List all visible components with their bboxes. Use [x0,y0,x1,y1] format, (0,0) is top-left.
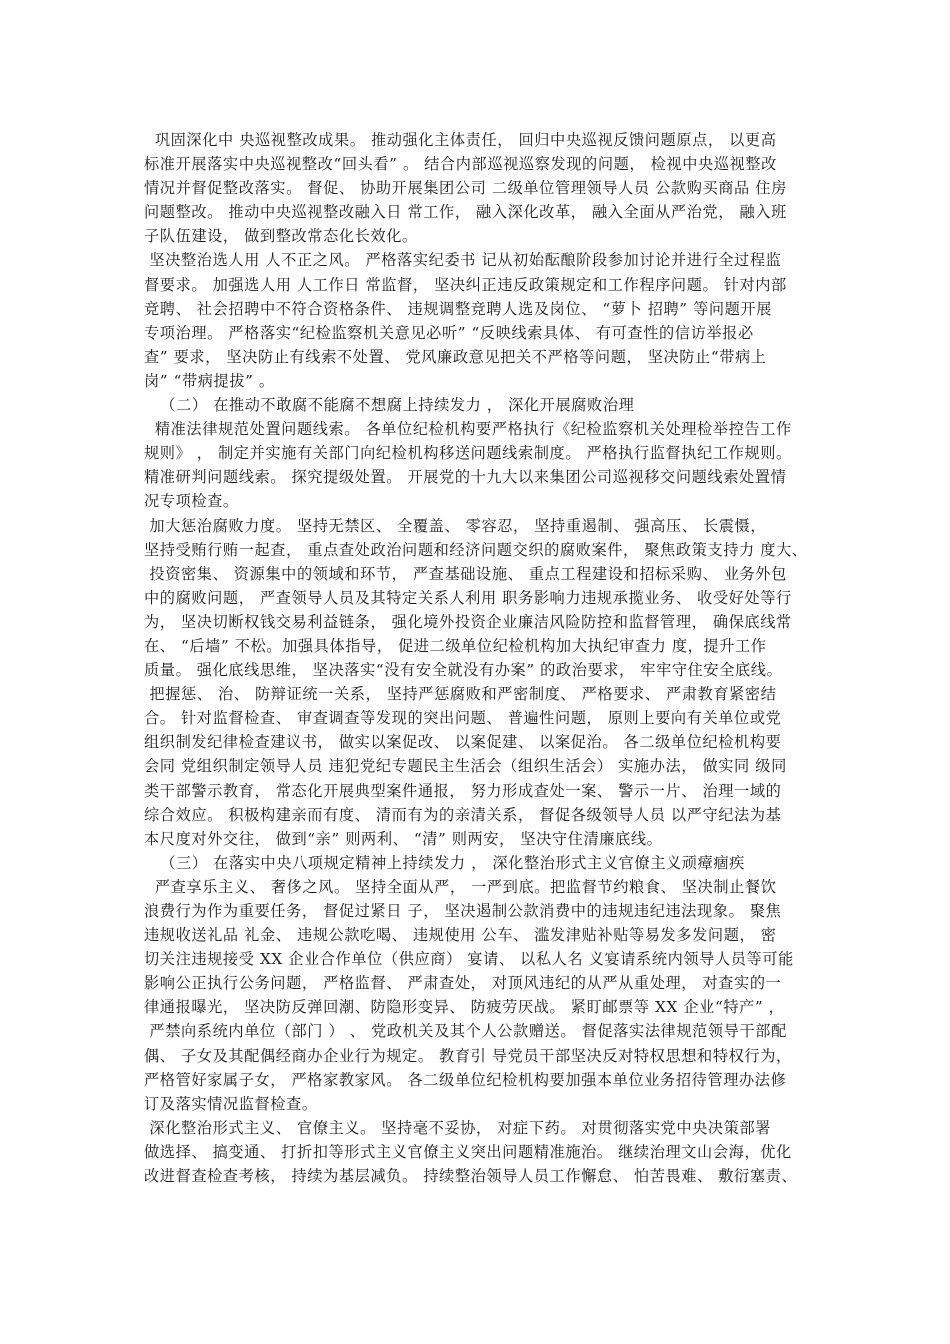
document-body [144,128,824,1188]
text-line: 浪费行为作为重要任务， 督促过紧日 子， 坚决遏制公款消费中的违规违纪违法现象。 聚焦 [144,902,782,920]
text-line: 深化整治形式主义、 官僚主义。 坚持毫不妥协， 对症下药。 对贯彻落实党中央决策部署 [144,1118,772,1137]
text-line: 本尺度对外交往， 做到“亲” 则两利、 “清” 则两安， 坚决守住清廉底线。 [144,829,663,848]
text-line: 严格管好家属子女， 严格家教家风。 各二级单位纪检机构要加强本单位业务招待管理办法修 [144,1070,787,1089]
text-line: 为， 坚决切断权钱交易利益链条， 强化境外投资企业廉洁风险防控和监督管理， 确保底线常 [144,612,792,631]
text-line: 专项治理。 严格落实“纪检监察机关意见必听” “反映线索具体、 有可查性的信访举报必 [144,323,754,342]
text-line: 况专项检查。 [144,492,239,511]
text-line: 严禁向系统内单位（部门 ） 、 党政机关及其个人公款赠送。 督促落实法律规范领导干部配 [144,1022,787,1041]
text-line: 质量。 强化底线思维， 坚决落实“没有安全就没有办案” 的政治要求， 牢牢守住安全底线。 [144,661,783,680]
text-line: 订及落实情况监督检查。 [144,1094,318,1113]
text-line: 切关注违规接受 XX 企业合作单位（供应商） 宴请、 以私人名 义宴请系统内领导人员等可能 [144,950,794,969]
text-line: 律通报曝光， 坚决防反弹回潮、防隐形变异、 防疲劳厌战。 紧盯邮票等 XX 企业“特产” ， [144,998,785,1017]
text-line: 督要求。 加强选人用 人工作日 常监督， 坚决纠正违反政策规定和工作程序问题。 针对内部 [144,275,787,294]
text-line: 会同 党组织制定领导人员 违犯党纪专题民主生活会（组织生活会） 实施办法， 做实同 级同 [144,757,787,776]
text-line: 规则》 ， 制定并实施有关部门向纪检机构移送问题线索制度。 严格执行监督执纪工作规则。 [144,444,792,463]
text-line: 改进督查检查考核， 持续为基层减负。 持续整治领导人员工作懈怠、 怕苦畏难、 敷衍塞责、 [144,1167,798,1186]
text-line: 竞聘、 社会招聘中不符合资格条件、 违规调整竞聘人选及岗位、 “萝卜 招聘” 等问题开展 [144,299,773,318]
text-line: （二） 在推动不敢腐不能腐不想腐上持续发力 ， 深化开展腐败治理 [144,396,635,415]
text-line: 坚持受贿行贿一起查， 重点查处政治问题和经济问题交织的腐败案件， 聚焦政策支持力 度大、 [144,540,808,559]
text-line: 中的腐败问题， 严查领导人员及其特定关系人利用 职务影响力违规承揽业务、 收受好处等行 [144,588,792,607]
text-line: 把握惩、 治、 防辩证统一关系， 坚持严惩腐败和严密制度、 严格要求、 严肃教育紧密结 [144,685,777,704]
text-line: 严查享乐主义、 奢侈之风。 坚持全面从严， 一严到底。把监督节约粮食、 坚决制止餐饮 [144,877,777,896]
text-line: 加大惩治腐败力度。 坚持无禁区、 全覆盖、 零容忍， 坚持重遏制、 强高压、 长震慑， [144,516,767,535]
text-line: 坚决整治选人用 人不正之风。 严格落实纪委书 记从初始酝酿阶段参加讨论并进行全过程监 [144,251,782,270]
text-line: 违规收送礼品 礼金、 违规公款吃喝、 违规使用 公车、 滥发津贴补贴等易发多发问题， 密 [144,926,777,945]
text-line: 查” 要求， 坚决防止有线索不处置、 党风廉政意见把关不严格等问题， 坚决防止“带病上 [144,347,767,366]
text-line: 投资密集、 资源集中的领域和环节， 严查基础设施、 重点工程建设和招标采购、 业务外包 [144,564,787,583]
text-line: 问题整改。 推动中央巡视整改融入日 常工作， 融入深化改革， 融入全面从严治党， 融入班 [144,203,787,222]
text-line: 组织制发纪律检查建议书， 做实以案促改、 以案促建、 以案促治。 各二级单位纪检机构要 [144,733,782,752]
text-line: 做选择、 搞变通、 打折扣等形式主义官僚主义突出问题精准施治。 继续治理文山会海，优化 [144,1142,792,1161]
text-line: 情况并督促整改落实。 督促、 协助开展集团公司 二级单位管理领导人员 公款购买商品 住房 [144,179,787,198]
text-line: 类干部警示教育， 常态化开展典型案件通报， 努力形成查处一案、 警示一片、 治理一域的 [144,781,782,800]
text-line: 标准开展落实中央巡视整改“回头看” 。 结合内部巡视巡察发现的问题， 检视中央巡视整改 [144,155,777,174]
text-line: 精准法律规范处置问题线索。 各单位纪检机构要严格执行《纪检监察机关处理检举控告工作 [144,420,792,439]
text-line: 在、 “后墙” 不松。加强具体指导， 促进二级单位纪检机构加大执纪审查力 度，提升工作 [144,636,767,655]
text-line: （三） 在落实中央八项规定精神上持续发力 ， 深化整治形式主义官僚主义顽瘴痼疾 [144,853,745,872]
text-line: 偶、 子女及其配偶经商办企业行为规定。 教育引 导党员干部坚决反对特权思想和特权行为， [144,1046,792,1065]
text-line: 精准研判问题线索。 探究提级处置。 开展党的十九大以来集团公司巡视移交问题线索处置情 [144,468,787,487]
text-line: 巩固深化中 央巡视整改成果。 推动强化主体责任， 回归中央巡视反馈问题原点， 以更高 [144,131,777,149]
text-line: 岗” “带病提拔” 。 [144,371,275,390]
text-line: 合。 针对监督检查、 审查调查等发现的突出问题、 普遍性问题， 原则上要向有关单位或党 [144,709,782,728]
text-line: 综合效应。 积极构建亲而有度、 清而有为的亲清关系， 督促各级领导人员 以严守纪法为基 [144,805,782,824]
text-line: 影响公正执行公务问题， 严格监督、 严肃查处， 对顶风违纪的从严从重处理， 对查实的一 [144,974,782,993]
text-line: 子队伍建设， 做到整改常态化长效化。 [144,227,418,246]
